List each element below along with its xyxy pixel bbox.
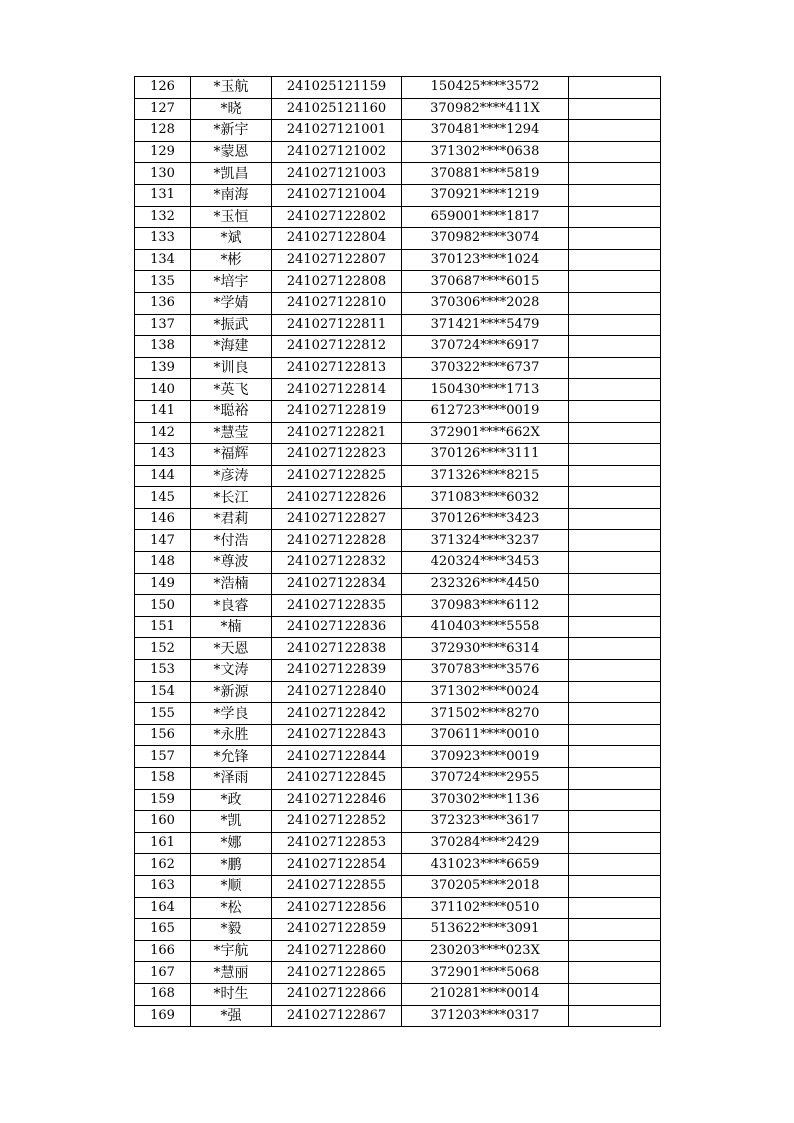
row-number-cell: 144 bbox=[135, 465, 191, 487]
table-row bbox=[135, 336, 661, 358]
note-cell bbox=[569, 1005, 661, 1027]
student-id-cell: 241027122844 bbox=[272, 746, 402, 768]
table-row bbox=[135, 292, 661, 314]
student-id-cell: 241027121003 bbox=[272, 163, 402, 185]
row-number-cell: 168 bbox=[135, 983, 191, 1005]
note-cell bbox=[569, 508, 661, 530]
name-cell: *长江 bbox=[191, 487, 272, 509]
student-id-cell: 241027122836 bbox=[272, 616, 402, 638]
note-cell bbox=[569, 724, 661, 746]
id-number-cell: 612723****0019 bbox=[402, 400, 569, 422]
id-number-cell: 370611****0010 bbox=[402, 724, 569, 746]
name-cell: *天恩 bbox=[191, 638, 272, 660]
table-row bbox=[135, 897, 661, 919]
student-id-cell: 241027122853 bbox=[272, 832, 402, 854]
row-number-cell: 151 bbox=[135, 616, 191, 638]
row-number-cell: 150 bbox=[135, 595, 191, 617]
table-row bbox=[135, 552, 661, 574]
id-number-cell: 371502****8270 bbox=[402, 703, 569, 725]
id-number-cell: 371302****0024 bbox=[402, 681, 569, 703]
row-number-cell: 158 bbox=[135, 768, 191, 790]
name-cell: *松 bbox=[191, 897, 272, 919]
id-number-cell: 370126****3423 bbox=[402, 508, 569, 530]
student-id-cell: 241027122802 bbox=[272, 206, 402, 228]
note-cell bbox=[569, 163, 661, 185]
row-number-cell: 165 bbox=[135, 919, 191, 941]
id-number-cell: 370306****2028 bbox=[402, 292, 569, 314]
name-cell: *良睿 bbox=[191, 595, 272, 617]
row-number-cell: 153 bbox=[135, 660, 191, 682]
name-cell: *慧丽 bbox=[191, 962, 272, 984]
id-number-cell: 370923****0019 bbox=[402, 746, 569, 768]
table-row bbox=[135, 595, 661, 617]
table-row bbox=[135, 141, 661, 163]
row-number-cell: 129 bbox=[135, 141, 191, 163]
note-cell bbox=[569, 897, 661, 919]
table-row bbox=[135, 530, 661, 552]
id-number-cell: 371324****3237 bbox=[402, 530, 569, 552]
row-number-cell: 127 bbox=[135, 98, 191, 120]
note-cell bbox=[569, 962, 661, 984]
student-id-cell: 241027122867 bbox=[272, 1005, 402, 1027]
note-cell bbox=[569, 768, 661, 790]
table-row bbox=[135, 314, 661, 336]
row-number-cell: 133 bbox=[135, 228, 191, 250]
name-cell: *彬 bbox=[191, 249, 272, 271]
note-cell bbox=[569, 379, 661, 401]
note-cell bbox=[569, 854, 661, 876]
note-cell bbox=[569, 638, 661, 660]
table-row bbox=[135, 768, 661, 790]
id-number-cell: 370687****6015 bbox=[402, 271, 569, 293]
table-row bbox=[135, 228, 661, 250]
row-number-cell: 126 bbox=[135, 77, 191, 99]
student-id-cell: 241027122854 bbox=[272, 854, 402, 876]
name-cell: *毅 bbox=[191, 919, 272, 941]
row-number-cell: 143 bbox=[135, 444, 191, 466]
row-number-cell: 132 bbox=[135, 206, 191, 228]
name-cell: *君莉 bbox=[191, 508, 272, 530]
name-cell: *允锋 bbox=[191, 746, 272, 768]
student-id-cell: 241027122826 bbox=[272, 487, 402, 509]
student-id-cell: 241027122855 bbox=[272, 875, 402, 897]
name-cell: *永胜 bbox=[191, 724, 272, 746]
note-cell bbox=[569, 832, 661, 854]
name-cell: *新宇 bbox=[191, 120, 272, 142]
student-id-cell: 241027122852 bbox=[272, 811, 402, 833]
note-cell bbox=[569, 206, 661, 228]
student-id-cell: 241027122819 bbox=[272, 400, 402, 422]
name-cell: *彦涛 bbox=[191, 465, 272, 487]
row-number-cell: 148 bbox=[135, 552, 191, 574]
table-row bbox=[135, 487, 661, 509]
student-id-cell: 241027121004 bbox=[272, 184, 402, 206]
table-row bbox=[135, 811, 661, 833]
table-row bbox=[135, 660, 661, 682]
note-cell bbox=[569, 919, 661, 941]
note-cell bbox=[569, 703, 661, 725]
id-number-cell: 372323****3617 bbox=[402, 811, 569, 833]
table-row bbox=[135, 465, 661, 487]
id-number-cell: 370881****5819 bbox=[402, 163, 569, 185]
name-cell: *顺 bbox=[191, 875, 272, 897]
table-row bbox=[135, 379, 661, 401]
table-row bbox=[135, 724, 661, 746]
name-cell: *训良 bbox=[191, 357, 272, 379]
row-number-cell: 147 bbox=[135, 530, 191, 552]
student-list-table bbox=[134, 76, 661, 1027]
student-id-cell: 241027122813 bbox=[272, 357, 402, 379]
row-number-cell: 142 bbox=[135, 422, 191, 444]
note-cell bbox=[569, 141, 661, 163]
name-cell: *南海 bbox=[191, 184, 272, 206]
student-list-table-container bbox=[134, 76, 660, 1027]
id-number-cell: 370126****3111 bbox=[402, 444, 569, 466]
table-row bbox=[135, 206, 661, 228]
name-cell: *泽雨 bbox=[191, 768, 272, 790]
id-number-cell: 232326****4450 bbox=[402, 573, 569, 595]
table-row bbox=[135, 249, 661, 271]
row-number-cell: 145 bbox=[135, 487, 191, 509]
table-row bbox=[135, 271, 661, 293]
student-id-cell: 241027122811 bbox=[272, 314, 402, 336]
student-id-cell: 241027122835 bbox=[272, 595, 402, 617]
id-number-cell: 370724****6917 bbox=[402, 336, 569, 358]
row-number-cell: 159 bbox=[135, 789, 191, 811]
row-number-cell: 140 bbox=[135, 379, 191, 401]
id-number-cell: 370481****1294 bbox=[402, 120, 569, 142]
table-row bbox=[135, 163, 661, 185]
row-number-cell: 164 bbox=[135, 897, 191, 919]
id-number-cell: 372901****5068 bbox=[402, 962, 569, 984]
name-cell: *浩楠 bbox=[191, 573, 272, 595]
name-cell: *玉恒 bbox=[191, 206, 272, 228]
id-number-cell: 659001****1817 bbox=[402, 206, 569, 228]
row-number-cell: 137 bbox=[135, 314, 191, 336]
name-cell: *振武 bbox=[191, 314, 272, 336]
table-row bbox=[135, 638, 661, 660]
row-number-cell: 166 bbox=[135, 940, 191, 962]
note-cell bbox=[569, 292, 661, 314]
note-cell bbox=[569, 444, 661, 466]
id-number-cell: 372901****662X bbox=[402, 422, 569, 444]
student-id-cell: 241025121160 bbox=[272, 98, 402, 120]
student-id-cell: 241025121159 bbox=[272, 77, 402, 99]
name-cell: *慧莹 bbox=[191, 422, 272, 444]
note-cell bbox=[569, 357, 661, 379]
table-row bbox=[135, 983, 661, 1005]
note-cell bbox=[569, 400, 661, 422]
table-row bbox=[135, 703, 661, 725]
table-row bbox=[135, 919, 661, 941]
note-cell bbox=[569, 184, 661, 206]
name-cell: *政 bbox=[191, 789, 272, 811]
table-row bbox=[135, 746, 661, 768]
table-row bbox=[135, 184, 661, 206]
name-cell: *尊波 bbox=[191, 552, 272, 574]
name-cell: *福辉 bbox=[191, 444, 272, 466]
student-id-cell: 241027122846 bbox=[272, 789, 402, 811]
student-id-cell: 241027122840 bbox=[272, 681, 402, 703]
student-id-cell: 241027122838 bbox=[272, 638, 402, 660]
student-id-cell: 241027122825 bbox=[272, 465, 402, 487]
id-number-cell: 370983****6112 bbox=[402, 595, 569, 617]
row-number-cell: 138 bbox=[135, 336, 191, 358]
note-cell bbox=[569, 120, 661, 142]
note-cell bbox=[569, 940, 661, 962]
name-cell: *时生 bbox=[191, 983, 272, 1005]
id-number-cell: 372930****6314 bbox=[402, 638, 569, 660]
id-number-cell: 370284****2429 bbox=[402, 832, 569, 854]
name-cell: *英飞 bbox=[191, 379, 272, 401]
row-number-cell: 131 bbox=[135, 184, 191, 206]
table-row bbox=[135, 400, 661, 422]
note-cell bbox=[569, 595, 661, 617]
student-id-cell: 241027122808 bbox=[272, 271, 402, 293]
note-cell bbox=[569, 77, 661, 99]
id-number-cell: 230203****023X bbox=[402, 940, 569, 962]
row-number-cell: 134 bbox=[135, 249, 191, 271]
table-row bbox=[135, 77, 661, 99]
row-number-cell: 139 bbox=[135, 357, 191, 379]
name-cell: *海建 bbox=[191, 336, 272, 358]
name-cell: *斌 bbox=[191, 228, 272, 250]
table-row bbox=[135, 681, 661, 703]
student-id-cell: 241027122842 bbox=[272, 703, 402, 725]
note-cell bbox=[569, 249, 661, 271]
row-number-cell: 130 bbox=[135, 163, 191, 185]
note-cell bbox=[569, 98, 661, 120]
row-number-cell: 169 bbox=[135, 1005, 191, 1027]
table-row bbox=[135, 832, 661, 854]
name-cell: *楠 bbox=[191, 616, 272, 638]
student-id-cell: 241027122812 bbox=[272, 336, 402, 358]
student-id-cell: 241027122843 bbox=[272, 724, 402, 746]
note-cell bbox=[569, 681, 661, 703]
student-id-cell: 241027122814 bbox=[272, 379, 402, 401]
row-number-cell: 135 bbox=[135, 271, 191, 293]
id-number-cell: 420324****3453 bbox=[402, 552, 569, 574]
row-number-cell: 154 bbox=[135, 681, 191, 703]
id-number-cell: 150430****1713 bbox=[402, 379, 569, 401]
note-cell bbox=[569, 552, 661, 574]
id-number-cell: 370982****3074 bbox=[402, 228, 569, 250]
name-cell: *鹏 bbox=[191, 854, 272, 876]
id-number-cell: 370921****1219 bbox=[402, 184, 569, 206]
note-cell bbox=[569, 875, 661, 897]
name-cell: *晓 bbox=[191, 98, 272, 120]
student-id-cell: 241027122860 bbox=[272, 940, 402, 962]
id-number-cell: 371102****0510 bbox=[402, 897, 569, 919]
row-number-cell: 146 bbox=[135, 508, 191, 530]
table-row bbox=[135, 444, 661, 466]
id-number-cell: 371083****6032 bbox=[402, 487, 569, 509]
note-cell bbox=[569, 660, 661, 682]
student-id-cell: 241027122828 bbox=[272, 530, 402, 552]
id-number-cell: 370982****411X bbox=[402, 98, 569, 120]
id-number-cell: 370205****2018 bbox=[402, 875, 569, 897]
name-cell: *学婧 bbox=[191, 292, 272, 314]
name-cell: *培宇 bbox=[191, 271, 272, 293]
table-row bbox=[135, 357, 661, 379]
name-cell: *强 bbox=[191, 1005, 272, 1027]
id-number-cell: 210281****0014 bbox=[402, 983, 569, 1005]
student-id-cell: 241027122865 bbox=[272, 962, 402, 984]
id-number-cell: 150425****3572 bbox=[402, 77, 569, 99]
id-number-cell: 410403****5558 bbox=[402, 616, 569, 638]
table-body bbox=[135, 77, 661, 1027]
student-id-cell: 241027122832 bbox=[272, 552, 402, 574]
row-number-cell: 162 bbox=[135, 854, 191, 876]
note-cell bbox=[569, 811, 661, 833]
name-cell: *聪裕 bbox=[191, 400, 272, 422]
row-number-cell: 157 bbox=[135, 746, 191, 768]
row-number-cell: 155 bbox=[135, 703, 191, 725]
student-id-cell: 241027122810 bbox=[272, 292, 402, 314]
name-cell: *文涛 bbox=[191, 660, 272, 682]
table-row bbox=[135, 940, 661, 962]
note-cell bbox=[569, 465, 661, 487]
note-cell bbox=[569, 422, 661, 444]
table-row bbox=[135, 854, 661, 876]
note-cell bbox=[569, 983, 661, 1005]
note-cell bbox=[569, 789, 661, 811]
note-cell bbox=[569, 746, 661, 768]
student-id-cell: 241027122804 bbox=[272, 228, 402, 250]
note-cell bbox=[569, 573, 661, 595]
row-number-cell: 136 bbox=[135, 292, 191, 314]
student-id-cell: 241027122856 bbox=[272, 897, 402, 919]
table-row bbox=[135, 875, 661, 897]
id-number-cell: 370302****1136 bbox=[402, 789, 569, 811]
table-row bbox=[135, 789, 661, 811]
student-id-cell: 241027122807 bbox=[272, 249, 402, 271]
student-id-cell: 241027121001 bbox=[272, 120, 402, 142]
row-number-cell: 167 bbox=[135, 962, 191, 984]
table-row bbox=[135, 120, 661, 142]
table-row bbox=[135, 1005, 661, 1027]
table-row bbox=[135, 573, 661, 595]
note-cell bbox=[569, 271, 661, 293]
student-id-cell: 241027122839 bbox=[272, 660, 402, 682]
table-row bbox=[135, 98, 661, 120]
student-id-cell: 241027122827 bbox=[272, 508, 402, 530]
student-id-cell: 241027122821 bbox=[272, 422, 402, 444]
id-number-cell: 370783****3576 bbox=[402, 660, 569, 682]
row-number-cell: 160 bbox=[135, 811, 191, 833]
id-number-cell: 370724****2955 bbox=[402, 768, 569, 790]
student-id-cell: 241027122866 bbox=[272, 983, 402, 1005]
name-cell: *学良 bbox=[191, 703, 272, 725]
row-number-cell: 161 bbox=[135, 832, 191, 854]
id-number-cell: 371326****8215 bbox=[402, 465, 569, 487]
name-cell: *玉航 bbox=[191, 77, 272, 99]
row-number-cell: 141 bbox=[135, 400, 191, 422]
name-cell: *新源 bbox=[191, 681, 272, 703]
name-cell: *宇航 bbox=[191, 940, 272, 962]
id-number-cell: 371421****5479 bbox=[402, 314, 569, 336]
note-cell bbox=[569, 228, 661, 250]
row-number-cell: 156 bbox=[135, 724, 191, 746]
row-number-cell: 163 bbox=[135, 875, 191, 897]
note-cell bbox=[569, 314, 661, 336]
note-cell bbox=[569, 530, 661, 552]
student-id-cell: 241027122834 bbox=[272, 573, 402, 595]
row-number-cell: 152 bbox=[135, 638, 191, 660]
student-id-cell: 241027122823 bbox=[272, 444, 402, 466]
table-row bbox=[135, 508, 661, 530]
name-cell: *蒙恩 bbox=[191, 141, 272, 163]
note-cell bbox=[569, 336, 661, 358]
id-number-cell: 371302****0638 bbox=[402, 141, 569, 163]
name-cell: *付浩 bbox=[191, 530, 272, 552]
name-cell: *娜 bbox=[191, 832, 272, 854]
row-number-cell: 128 bbox=[135, 120, 191, 142]
student-id-cell: 241027122859 bbox=[272, 919, 402, 941]
id-number-cell: 370322****6737 bbox=[402, 357, 569, 379]
name-cell: *凯昌 bbox=[191, 163, 272, 185]
student-id-cell: 241027122845 bbox=[272, 768, 402, 790]
id-number-cell: 513622****3091 bbox=[402, 919, 569, 941]
id-number-cell: 370123****1024 bbox=[402, 249, 569, 271]
id-number-cell: 371203****0317 bbox=[402, 1005, 569, 1027]
table-row bbox=[135, 422, 661, 444]
student-id-cell: 241027121002 bbox=[272, 141, 402, 163]
note-cell bbox=[569, 616, 661, 638]
id-number-cell: 431023****6659 bbox=[402, 854, 569, 876]
name-cell: *凯 bbox=[191, 811, 272, 833]
row-number-cell: 149 bbox=[135, 573, 191, 595]
table-row bbox=[135, 616, 661, 638]
note-cell bbox=[569, 487, 661, 509]
table-row bbox=[135, 962, 661, 984]
